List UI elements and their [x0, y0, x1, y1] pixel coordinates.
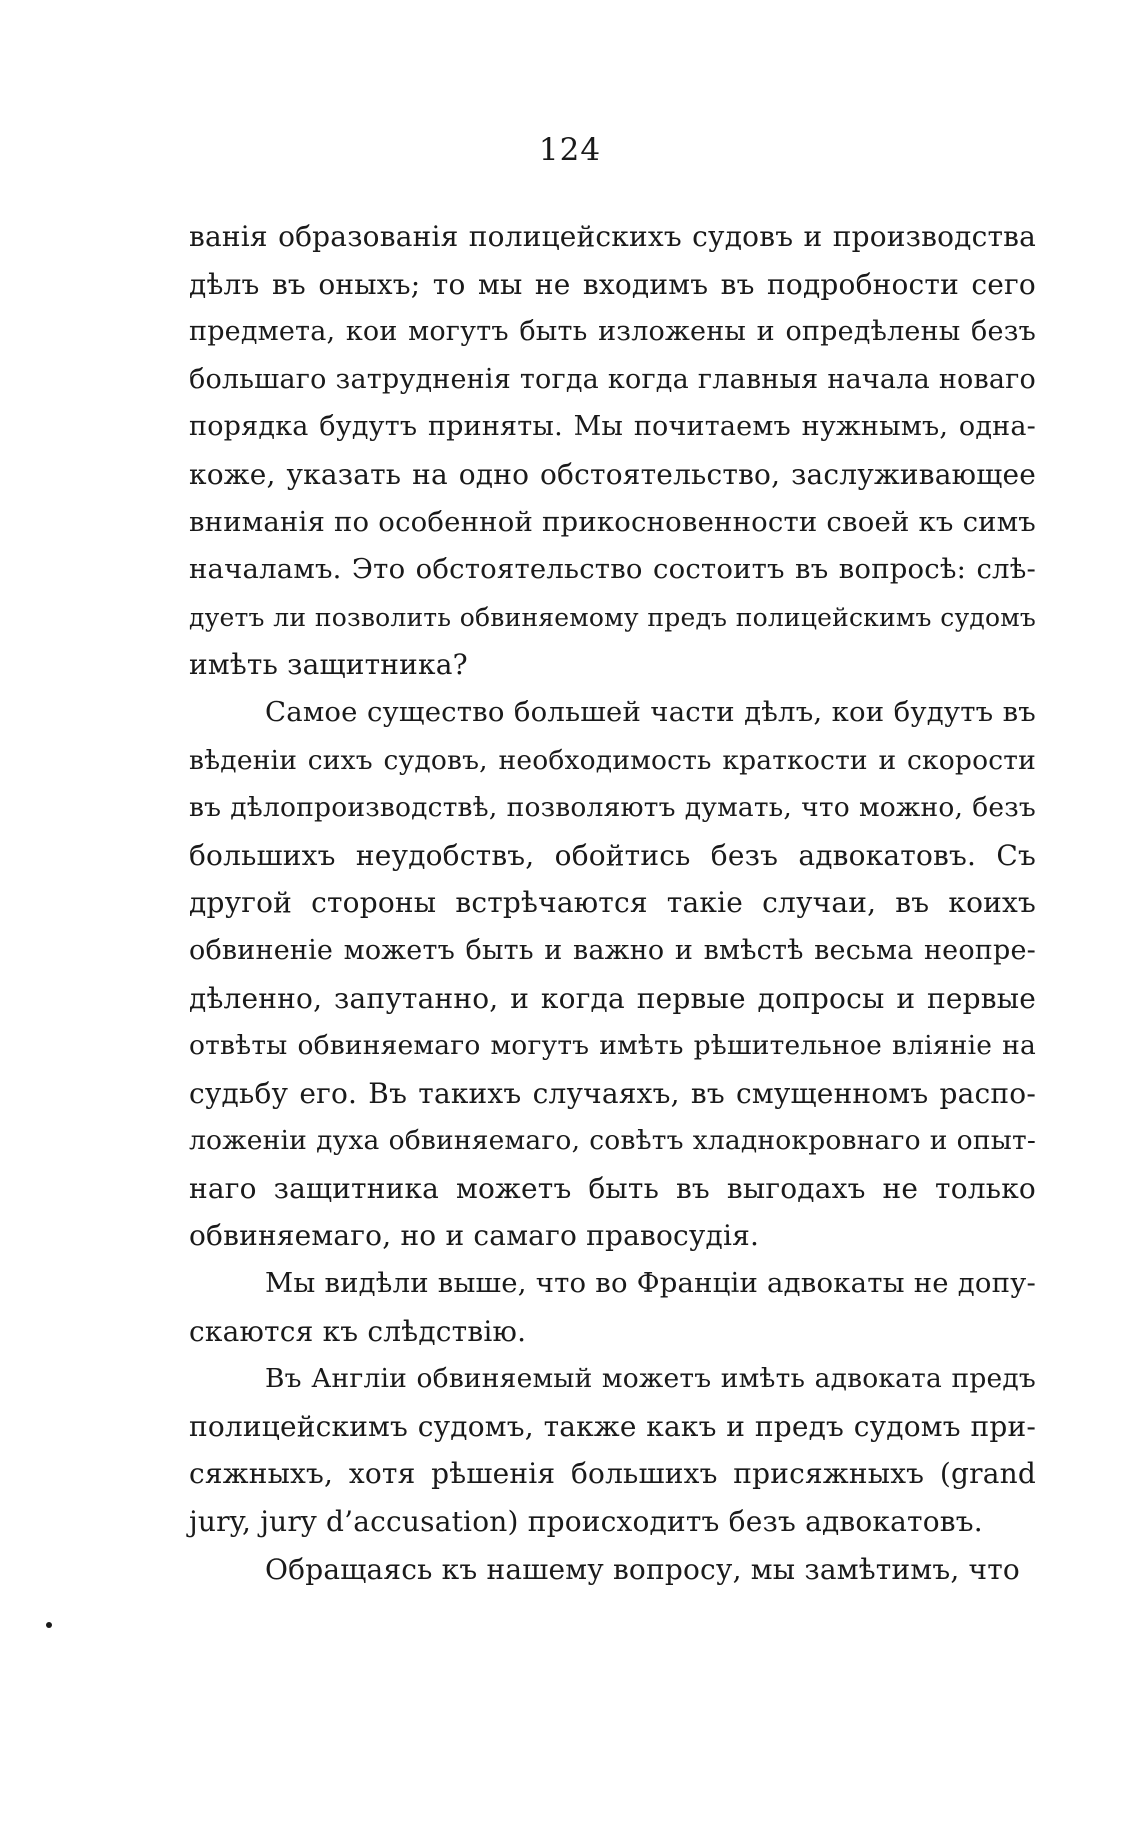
- text-line: Мы видѣли выше, что во Франціи адвокаты не допу-: [265, 1267, 1036, 1300]
- paragraph: [189, 1260, 1036, 1355]
- text-line: началамъ. Это обстоятельство состоитъ въ вопросѣ: слѣ-: [189, 553, 1036, 586]
- text-line: вниманія по особенной прикосновенности своей къ симъ: [189, 505, 1036, 538]
- text-line: другой стороны встрѣчаются такіе случаи, въ коихъ: [189, 886, 1036, 920]
- page-number: 124: [538, 132, 602, 168]
- body-text: [189, 213, 1036, 1593]
- paragraph: [189, 213, 1036, 689]
- text-line: предмета, кои могутъ быть изложены и опредѣлены безъ: [189, 316, 1036, 348]
- text-line: наго защитника можетъ быть въ выгодахъ не только: [189, 1171, 1036, 1205]
- paragraph: [189, 1355, 1036, 1545]
- text-line: порядка будутъ приняты. Мы почитаемъ нужнымъ, одна-: [189, 411, 1036, 443]
- text-line: имѣть защитника?: [189, 648, 468, 682]
- text-line: Обращаясь къ нашему вопросу, мы замѣтимъ, что: [265, 1552, 1020, 1586]
- text-line: Въ Англіи обвиняемый можетъ имѣть адвоката предъ: [265, 1363, 1036, 1395]
- text-line: дѣленно, запутанно, и когда первые допросы и первые: [189, 981, 1036, 1015]
- text-line: обвиняемаго, но и самаго правосудія.: [189, 1219, 760, 1253]
- text-line: коже, указать на одно обстоятельство, заслуживающее: [189, 457, 1036, 491]
- text-line: Самое существо большей части дѣлъ, кои будутъ въ: [265, 695, 1036, 728]
- ink-speck: [46, 1622, 52, 1628]
- text-line: вѣденіи сихъ судовъ, необходимость краткости и скорости: [189, 744, 1036, 776]
- paragraph: [189, 1546, 1036, 1594]
- text-line: ложеніи духа обвиняемаго, совѣтъ хладнокровнаго и опыт-: [189, 1125, 1036, 1157]
- paragraph: [189, 689, 1036, 1260]
- text-line: дуетъ ли позволить обвиняемому предъ полицейскимъ судомъ: [189, 602, 1036, 632]
- text-line: сяжныхъ, хотя рѣшенія большихъ присяжныхъ (grand: [189, 1457, 1036, 1491]
- text-line: ванія образованія полицейскихъ судовъ и производства: [189, 220, 1036, 253]
- text-line: полицейскимъ судомъ, также какъ и предъ судомъ при-: [189, 1409, 1036, 1443]
- text-line: большихъ неудобствъ, обойтись безъ адвокатовъ. Съ: [189, 838, 1036, 872]
- text-line: въ дѣлопроизводствѣ, позволяютъ думать, что можно, безъ: [189, 792, 1036, 824]
- text-line: отвѣты обвиняемаго могутъ имѣть рѣшительное вліяніе на: [189, 1030, 1036, 1062]
- text-line: jury, jury d’accusation) происходитъ безъ адвокатовъ.: [189, 1505, 983, 1539]
- text-line: обвиненіе можетъ быть и важно и вмѣстѣ весьма неопре-: [189, 934, 1036, 966]
- text-line: судьбу его. Въ такихъ случаяхъ, въ смущенномъ распо-: [189, 1076, 1036, 1110]
- text-line: скаются къ слѣдствію.: [189, 1314, 527, 1348]
- text-line: дѣлъ въ оныхъ; то мы не входимъ въ подробности сего: [189, 267, 1036, 301]
- text-line: большаго затрудненія тогда когда главныя начала новаго: [189, 363, 1036, 395]
